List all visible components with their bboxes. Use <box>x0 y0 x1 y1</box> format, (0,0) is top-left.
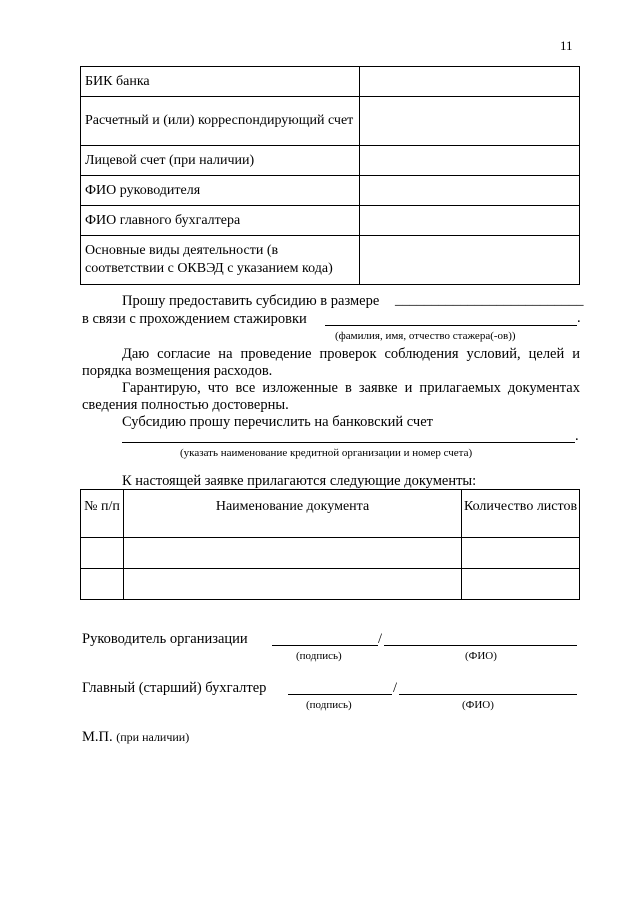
head-signature-line[interactable] <box>272 645 378 646</box>
bank-value-personal-account[interactable] <box>360 146 580 176</box>
bank-account-line[interactable] <box>122 442 575 443</box>
accountant-signature-slash: / <box>393 680 398 696</box>
head-name-hint: (ФИО) <box>465 650 497 662</box>
doc-cell-sheets[interactable] <box>462 569 580 600</box>
bank-label-accountant-name: ФИО главного бухгалтера <box>81 206 360 236</box>
attachments-text: К настоящей заявке прилагаются следующие документы: <box>122 473 477 489</box>
table-row <box>81 569 580 600</box>
doc-cell-number[interactable] <box>81 569 124 600</box>
table-row <box>81 538 580 569</box>
bank-label-account: Расчетный и (или) корреспондирующий счет <box>81 97 360 146</box>
guarantee-text-line1: Гарантирую, что все изложенные в заявке и прилагаемых документах <box>122 380 580 396</box>
seal-label <box>82 729 189 746</box>
table-row <box>81 206 580 236</box>
account-period: . <box>575 428 579 444</box>
bank-label-personal-account: Лицевой счет (при наличии) <box>81 146 360 176</box>
subsidy-amount-blank: __________________________ <box>395 292 584 308</box>
header-number: № п/п <box>81 490 124 538</box>
bank-value-head-name[interactable] <box>360 176 580 206</box>
header-document-name: Наименование документа <box>124 490 462 538</box>
table-row <box>81 146 580 176</box>
table-header-row <box>81 490 580 538</box>
internship-text: в связи с прохождением стажировки <box>82 311 307 327</box>
seal-abbrev: М.П. <box>82 729 113 745</box>
consent-text-line1: Даю согласие на проведение проверок соблюдения условий, целей и <box>122 346 580 362</box>
documents-table <box>80 489 580 600</box>
doc-cell-sheets[interactable] <box>462 538 580 569</box>
table-row <box>81 67 580 97</box>
bank-details-table <box>80 66 580 285</box>
bank-value-okved[interactable] <box>360 236 580 285</box>
subsidy-request-text: Прошу предоставить субсидию в размере <box>122 293 380 309</box>
consent-text-line2: порядка возмещения расходов. <box>82 363 273 379</box>
head-sign-hint: (подпись) <box>296 650 342 662</box>
trainee-period: . <box>577 310 581 326</box>
table-row <box>81 97 580 146</box>
head-name-line[interactable] <box>384 645 577 646</box>
accountant-signature-line[interactable] <box>288 694 392 695</box>
guarantee-text-line2: сведения полностью достоверны. <box>82 397 289 413</box>
transfer-text: Субсидию прошу перечислить на банковский счет <box>122 414 433 430</box>
trainee-name-hint: (фамилия, имя, отчество стажера(-ов)) <box>335 330 516 342</box>
page-number: 11 <box>560 38 573 53</box>
bank-value-accountant-name[interactable] <box>360 206 580 236</box>
trainee-name-line[interactable] <box>325 325 577 326</box>
bank-value-bik[interactable] <box>360 67 580 97</box>
bank-account-hint: (указать наименование кредитной организации и номер счета) <box>180 447 473 459</box>
head-signature-label: Руководитель организации <box>82 631 248 647</box>
table-row <box>81 176 580 206</box>
doc-cell-number[interactable] <box>81 538 124 569</box>
bank-label-okved: Основные виды деятельности (в соответствии с ОКВЭД с указанием кода) <box>81 236 360 285</box>
doc-cell-name[interactable] <box>124 569 462 600</box>
accountant-sign-hint: (подпись) <box>306 699 352 711</box>
doc-cell-name[interactable] <box>124 538 462 569</box>
bank-label-head-name: ФИО руководителя <box>81 176 360 206</box>
table-row <box>81 236 580 285</box>
header-sheet-count: Количество листов <box>462 490 580 538</box>
accountant-name-line[interactable] <box>399 694 577 695</box>
accountant-name-hint: (ФИО) <box>462 699 494 711</box>
seal-hint: (при наличии) <box>116 730 190 744</box>
accountant-signature-label: Главный (старший) бухгалтер <box>82 680 267 696</box>
head-signature-slash: / <box>378 631 383 647</box>
bank-label-bik: БИК банка <box>81 67 360 97</box>
bank-value-account[interactable] <box>360 97 580 146</box>
